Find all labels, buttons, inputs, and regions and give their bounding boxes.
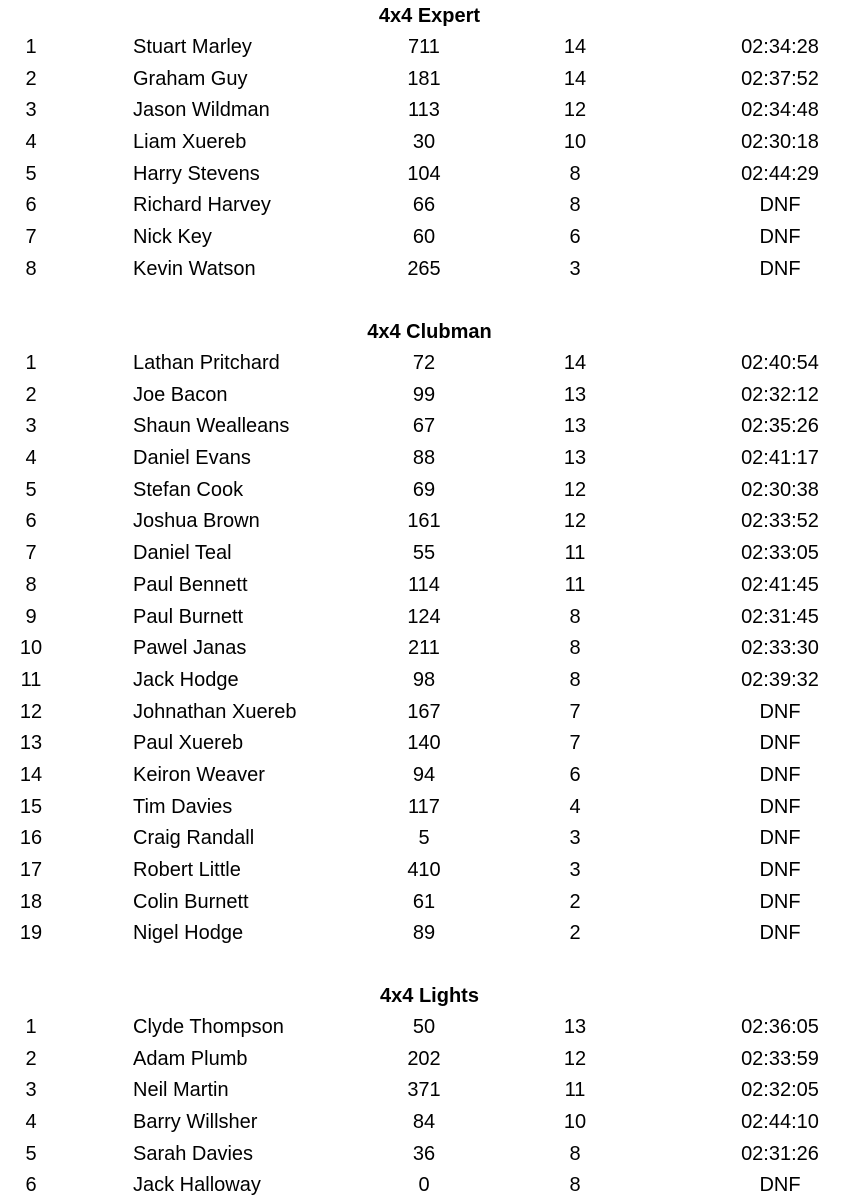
laps-cell: 8 xyxy=(569,194,581,217)
driver-name-cell: Richard Harvey xyxy=(133,194,271,217)
position-cell: 2 xyxy=(25,383,37,406)
finish-time-cell: DNF xyxy=(759,859,801,881)
car-number-cell: 167 xyxy=(407,700,441,723)
car-number-cell: 371 xyxy=(407,1079,441,1102)
driver-name-cell: Lathan Pritchard xyxy=(133,352,280,374)
position-cell: 8 xyxy=(25,573,37,596)
finish-time-cell: 02:31:45 xyxy=(741,605,819,628)
car-number-cell: 30 xyxy=(412,131,436,154)
car-number-cell: 5 xyxy=(418,827,430,850)
finish-time-cell: 02:39:32 xyxy=(741,668,819,691)
finish-time-cell: 02:31:26 xyxy=(741,1142,819,1165)
position-cell: 3 xyxy=(25,415,37,438)
finish-time-cell: 02:40:54 xyxy=(741,352,819,374)
car-number-cell: 114 xyxy=(408,573,440,596)
laps-cell: 6 xyxy=(569,226,581,249)
finish-time-cell: 02:37:52 xyxy=(741,67,819,90)
finish-time-cell: DNF xyxy=(759,763,801,786)
finish-time-cell: 02:30:18 xyxy=(741,131,819,154)
car-number-cell: 50 xyxy=(412,1016,436,1038)
result-row xyxy=(0,538,859,570)
result-row xyxy=(0,380,859,412)
finish-time-cell: DNF xyxy=(759,194,801,217)
position-cell: 2 xyxy=(25,1047,37,1070)
result-row xyxy=(0,728,859,760)
driver-name-cell: Neil Martin xyxy=(133,1079,229,1102)
finish-time-cell: 02:34:28 xyxy=(741,36,819,58)
result-row xyxy=(0,1075,859,1107)
driver-name-cell: Johnathan Xuereb xyxy=(133,700,297,723)
car-number-cell: 61 xyxy=(412,890,436,913)
result-row xyxy=(0,570,859,602)
position-cell: 8 xyxy=(25,257,37,280)
finish-time-cell: DNF xyxy=(759,700,801,723)
driver-name-cell: Stefan Cook xyxy=(133,478,244,501)
result-row xyxy=(0,665,859,697)
result-row xyxy=(0,855,859,887)
laps-cell: 6 xyxy=(569,763,581,786)
laps-cell: 8 xyxy=(569,162,581,185)
result-row xyxy=(0,190,859,222)
laps-cell: 7 xyxy=(569,732,581,755)
result-row xyxy=(0,348,859,380)
position-cell: 6 xyxy=(25,510,37,533)
car-number-cell: 98 xyxy=(412,668,436,691)
position-cell: 6 xyxy=(25,194,37,217)
car-number-cell: 265 xyxy=(407,257,441,280)
finish-time-cell: 02:44:10 xyxy=(741,1111,819,1134)
driver-name-cell: Jack Halloway xyxy=(133,1174,261,1197)
laps-cell: 3 xyxy=(569,859,581,881)
laps-cell: 14 xyxy=(563,36,587,58)
driver-name-cell: Barry Willsher xyxy=(133,1111,258,1134)
driver-name-cell: Paul Burnett xyxy=(133,605,244,628)
result-row xyxy=(0,222,859,254)
car-number-cell: 66 xyxy=(412,194,436,217)
car-number-cell: 89 xyxy=(412,922,436,945)
position-cell: 4 xyxy=(25,131,37,154)
car-number-cell: 117 xyxy=(408,795,440,818)
position-cell: 1 xyxy=(25,352,37,374)
section-4x4-lights xyxy=(0,980,859,1202)
driver-name-cell: Daniel Teal xyxy=(133,542,232,565)
car-number-cell: 211 xyxy=(408,637,440,660)
result-row xyxy=(0,159,859,191)
laps-cell: 13 xyxy=(563,383,587,406)
driver-name-cell: Jack Hodge xyxy=(133,668,239,691)
finish-time-cell: DNF xyxy=(759,827,801,850)
section-4x4-expert xyxy=(0,0,859,286)
finish-time-cell: 02:44:29 xyxy=(741,162,819,185)
car-number-cell: 88 xyxy=(412,447,436,470)
driver-name-cell: Shaun Wealleans xyxy=(133,415,290,438)
laps-cell: 12 xyxy=(563,478,587,501)
driver-name-cell: Craig Randall xyxy=(133,827,255,850)
section-heading: 4x4 Clubman xyxy=(367,321,492,343)
position-cell: 5 xyxy=(25,162,37,185)
position-cell: 1 xyxy=(25,36,37,58)
position-cell: 15 xyxy=(19,795,43,818)
laps-cell: 3 xyxy=(569,827,581,850)
laps-cell: 11 xyxy=(564,542,586,565)
laps-cell: 13 xyxy=(563,1016,587,1038)
driver-name-cell: Clyde Thompson xyxy=(133,1016,284,1038)
car-number-cell: 140 xyxy=(407,732,441,755)
laps-cell: 7 xyxy=(569,700,581,723)
result-row xyxy=(0,95,859,127)
laps-cell: 14 xyxy=(563,352,587,374)
laps-cell: 4 xyxy=(569,795,581,818)
position-cell: 14 xyxy=(19,763,43,786)
laps-cell: 8 xyxy=(569,1142,581,1165)
finish-time-cell: DNF xyxy=(759,226,801,249)
car-number-cell: 711 xyxy=(408,36,440,58)
finish-time-cell: 02:34:48 xyxy=(741,99,819,122)
result-row xyxy=(0,1107,859,1139)
result-row xyxy=(0,633,859,665)
finish-time-cell: DNF xyxy=(759,1174,801,1197)
car-number-cell: 0 xyxy=(418,1174,430,1197)
finish-time-cell: 02:41:17 xyxy=(741,447,819,470)
section-4x4-clubman xyxy=(0,316,859,950)
car-number-cell: 60 xyxy=(412,226,436,249)
result-row xyxy=(0,760,859,792)
driver-name-cell: Nick Key xyxy=(133,226,212,249)
finish-time-cell: DNF xyxy=(759,732,801,755)
car-number-cell: 67 xyxy=(412,415,436,438)
finish-time-cell: 02:32:12 xyxy=(741,383,819,406)
results-list xyxy=(0,1012,859,1202)
finish-time-cell: DNF xyxy=(759,257,801,280)
driver-name-cell: Colin Burnett xyxy=(133,890,249,913)
position-cell: 5 xyxy=(25,478,37,501)
driver-name-cell: Liam Xuereb xyxy=(133,131,247,154)
result-row xyxy=(0,823,859,855)
result-row xyxy=(0,1170,859,1202)
finish-time-cell: 02:33:05 xyxy=(741,542,819,565)
section-heading: 4x4 Lights xyxy=(380,985,479,1007)
laps-cell: 12 xyxy=(563,99,587,122)
finish-time-cell: 02:33:52 xyxy=(741,510,819,533)
car-number-cell: 99 xyxy=(412,383,436,406)
position-cell: 9 xyxy=(25,605,37,628)
position-cell: 16 xyxy=(19,827,43,850)
laps-cell: 12 xyxy=(563,1047,587,1070)
car-number-cell: 161 xyxy=(407,510,441,533)
position-cell: 10 xyxy=(19,637,43,660)
laps-cell: 8 xyxy=(569,668,581,691)
car-number-cell: 410 xyxy=(407,859,441,881)
position-cell: 13 xyxy=(19,732,43,755)
finish-time-cell: 02:33:30 xyxy=(741,637,819,660)
laps-cell: 12 xyxy=(563,510,587,533)
laps-cell: 10 xyxy=(563,1111,587,1134)
position-cell: 7 xyxy=(25,542,37,565)
result-row xyxy=(0,1044,859,1076)
laps-cell: 2 xyxy=(569,890,581,913)
position-cell: 3 xyxy=(25,1079,37,1102)
car-number-cell: 113 xyxy=(408,99,440,122)
result-row xyxy=(0,792,859,824)
driver-name-cell: Nigel Hodge xyxy=(133,922,244,945)
result-row xyxy=(0,506,859,538)
result-row xyxy=(0,32,859,64)
driver-name-cell: Joe Bacon xyxy=(133,383,228,406)
driver-name-cell: Daniel Evans xyxy=(133,447,251,470)
finish-time-cell: 02:30:38 xyxy=(741,478,819,501)
driver-name-cell: Paul Bennett xyxy=(133,573,248,596)
result-row xyxy=(0,697,859,729)
position-cell: 3 xyxy=(25,99,37,122)
driver-name-cell: Sarah Davies xyxy=(133,1142,254,1165)
result-row xyxy=(0,443,859,475)
position-cell: 1 xyxy=(25,1016,37,1038)
finish-time-cell: 02:35:26 xyxy=(741,415,819,438)
laps-cell: 10 xyxy=(563,131,587,154)
finish-time-cell: DNF xyxy=(759,890,801,913)
laps-cell: 14 xyxy=(563,67,587,90)
position-cell: 11 xyxy=(20,668,42,691)
laps-cell: 8 xyxy=(569,1174,581,1197)
result-row xyxy=(0,918,859,950)
finish-time-cell: DNF xyxy=(759,922,801,945)
car-number-cell: 84 xyxy=(412,1111,436,1134)
result-row xyxy=(0,887,859,919)
finish-time-cell: DNF xyxy=(759,795,801,818)
position-cell: 19 xyxy=(19,922,43,945)
result-row xyxy=(0,411,859,443)
car-number-cell: 36 xyxy=(412,1142,436,1165)
position-cell: 2 xyxy=(25,67,37,90)
driver-name-cell: Pawel Janas xyxy=(133,637,247,660)
position-cell: 12 xyxy=(19,700,43,723)
results-list xyxy=(0,348,859,950)
position-cell: 17 xyxy=(19,859,43,881)
position-cell: 7 xyxy=(25,226,37,249)
result-row xyxy=(0,254,859,286)
position-cell: 5 xyxy=(25,1142,37,1165)
finish-time-cell: 02:36:05 xyxy=(741,1016,819,1038)
result-row xyxy=(0,1012,859,1044)
car-number-cell: 69 xyxy=(412,478,436,501)
finish-time-cell: 02:33:59 xyxy=(741,1047,819,1070)
driver-name-cell: Jason Wildman xyxy=(133,99,270,122)
position-cell: 4 xyxy=(25,447,37,470)
driver-name-cell: Tim Davies xyxy=(133,795,233,818)
laps-cell: 13 xyxy=(563,415,587,438)
laps-cell: 2 xyxy=(569,922,581,945)
laps-cell: 11 xyxy=(564,573,586,596)
finish-time-cell: 02:41:45 xyxy=(741,573,819,596)
car-number-cell: 55 xyxy=(412,542,436,565)
laps-cell: 3 xyxy=(569,257,581,280)
driver-name-cell: Robert Little xyxy=(133,859,241,881)
car-number-cell: 72 xyxy=(412,352,436,374)
section-heading: 4x4 Expert xyxy=(378,5,481,27)
laps-cell: 11 xyxy=(564,1079,586,1102)
result-row xyxy=(0,1139,859,1171)
car-number-cell: 94 xyxy=(412,763,436,786)
laps-cell: 8 xyxy=(569,637,581,660)
driver-name-cell: Stuart Marley xyxy=(133,36,252,58)
car-number-cell: 124 xyxy=(407,605,441,628)
driver-name-cell: Adam Plumb xyxy=(133,1047,248,1070)
laps-cell: 13 xyxy=(563,447,587,470)
driver-name-cell: Graham Guy xyxy=(133,67,248,90)
position-cell: 6 xyxy=(25,1174,37,1197)
result-row xyxy=(0,127,859,159)
position-cell: 18 xyxy=(19,890,43,913)
result-row xyxy=(0,475,859,507)
result-row xyxy=(0,602,859,634)
driver-name-cell: Paul Xuereb xyxy=(133,732,244,755)
driver-name-cell: Joshua Brown xyxy=(133,510,260,533)
finish-time-cell: 02:32:05 xyxy=(741,1079,819,1102)
driver-name-cell: Keiron Weaver xyxy=(133,763,265,786)
laps-cell: 8 xyxy=(569,605,581,628)
position-cell: 4 xyxy=(25,1111,37,1134)
driver-name-cell: Harry Stevens xyxy=(133,162,260,185)
result-row xyxy=(0,64,859,96)
car-number-cell: 104 xyxy=(407,162,441,185)
car-number-cell: 202 xyxy=(407,1047,441,1070)
car-number-cell: 181 xyxy=(407,67,441,90)
driver-name-cell: Kevin Watson xyxy=(133,257,256,280)
results-list xyxy=(0,32,859,286)
